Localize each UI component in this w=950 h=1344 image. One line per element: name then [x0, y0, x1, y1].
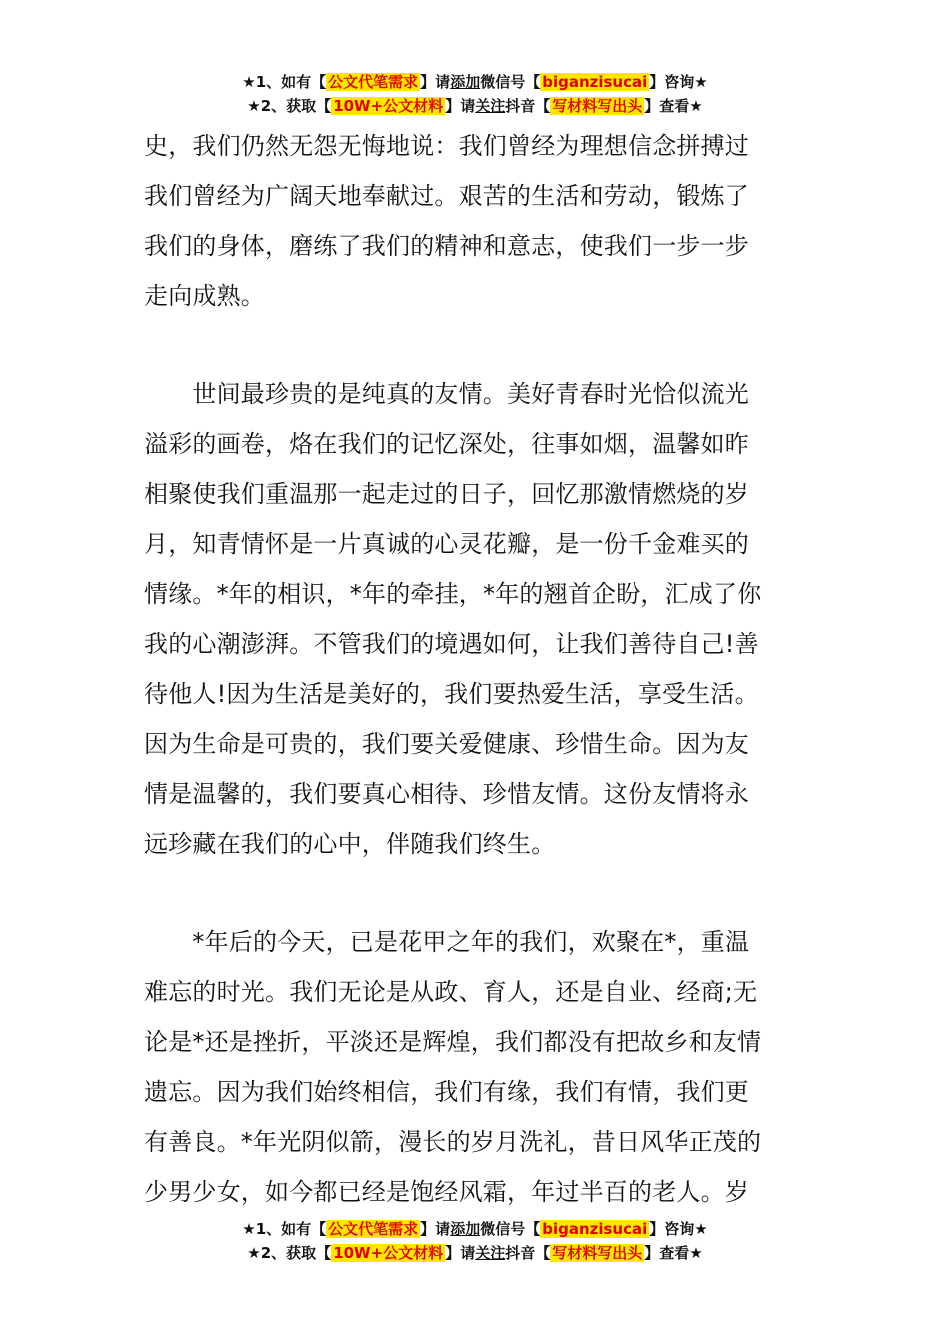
banner-line-2: [0, 1241, 950, 1265]
banner-line-1: [0, 70, 950, 94]
highlight-wechat-id: biganzisucai: [542, 73, 648, 91]
text-line: 难忘的时光。我们无论是从政、育人，还是自业、经商;无: [144, 978, 758, 1006]
text-line: 遗忘。因为我们始终相信，我们有缘，我们有情，我们更: [144, 1078, 749, 1106]
text-line: 论是*还是挫折，平淡还是辉煌，我们都没有把故乡和友情: [144, 1028, 762, 1056]
banner-text: 】请: [420, 73, 451, 91]
banner-text: 抖音【: [505, 1244, 551, 1262]
text-line: 我们的身体，磨练了我们的精神和意志，使我们一步一步: [144, 232, 749, 260]
highlight-douyin-account: 写材料写出头: [552, 1244, 643, 1262]
banner-text: 】查看★: [644, 97, 703, 115]
banner-line-2: [0, 94, 950, 118]
paragraph-3: [144, 917, 814, 1217]
text-line: 因为生命是可贵的，我们要关爱健康、珍惜生命。因为友: [144, 730, 749, 758]
banner-text: ★2、获取【: [247, 97, 332, 115]
text-line: 我们曾经为广阔天地奉献过。艰苦的生活和劳动，锻炼了: [144, 182, 749, 210]
highlight-materials: 10W+公文材料: [333, 97, 444, 115]
text-line: 情是温馨的，我们要真心相待、珍惜友情。这份友情将永: [144, 780, 749, 808]
text-line: 有善良。*年光阴似箭，漫长的岁月洗礼，昔日风华正茂的: [144, 1128, 762, 1156]
text-line: *年后的今天，已是花甲之年的我们，欢聚在*，重温: [144, 928, 750, 956]
text-line: 待他人!因为生活是美好的，我们要热爱生活，享受生活。: [144, 680, 759, 708]
highlight-wechat-id: biganzisucai: [542, 1220, 648, 1238]
highlight-douyin-account: 写材料写出头: [552, 97, 643, 115]
banner-text: 微信号【: [480, 1220, 541, 1238]
banner-text: 】请: [420, 1220, 451, 1238]
banner-line-1: [0, 1217, 950, 1241]
banner-text: ★2、获取【: [247, 1244, 332, 1262]
banner-text: 微信号【: [480, 73, 541, 91]
highlight-service: 公文代笔需求: [328, 1220, 419, 1238]
highlight-service: 公文代笔需求: [328, 73, 419, 91]
text-line: 走向成熟。: [144, 282, 265, 310]
banner-text: 】咨询★: [649, 73, 708, 91]
banner-text: 】查看★: [644, 1244, 703, 1262]
text-line: 史，我们仍然无怨无悔地说：我们曾经为理想信念拼搏过: [144, 132, 749, 160]
banner-text: 抖音【: [505, 97, 551, 115]
banner-emphasis: 添加: [450, 73, 481, 91]
text-line: 月，知青情怀是一片真诚的心灵花瓣，是一份千金难买的: [144, 530, 749, 558]
banner-text: 】请: [445, 1244, 476, 1262]
text-line: 我的心潮澎湃。不管我们的境遇如何，让我们善待自己!善: [144, 630, 759, 658]
text-line: 世间最珍贵的是纯真的友情。美好青春时光恰似流光: [144, 380, 749, 408]
text-line: 溢彩的画卷，烙在我们的记忆深处，往事如烟，温馨如昨: [144, 430, 749, 458]
banner-emphasis: 添加: [450, 1220, 481, 1238]
banner-emphasis: 关注: [475, 97, 506, 115]
text-line: 相聚使我们重温那一起走过的日子，回忆那激情燃烧的岁: [144, 480, 749, 508]
banner-text: 】咨询★: [649, 1220, 708, 1238]
banner-emphasis: 关注: [475, 1244, 506, 1262]
footer-banner: [0, 1217, 950, 1265]
paragraph-1: [144, 121, 814, 321]
banner-text: ★1、如有【: [242, 73, 327, 91]
banner-text: 】请: [445, 97, 476, 115]
header-banner: [0, 70, 950, 118]
text-line: 远珍藏在我们的心中，伴随我们终生。: [144, 830, 556, 858]
paragraph-2: [144, 369, 814, 869]
highlight-materials: 10W+公文材料: [333, 1244, 444, 1262]
text-line: 情缘。*年的相识，*年的牵挂，*年的翘首企盼，汇成了你: [144, 580, 762, 608]
text-line: 少男少女，如今都已经是饱经风霜，年过半百的老人。岁: [144, 1178, 749, 1206]
banner-text: ★1、如有【: [242, 1220, 327, 1238]
